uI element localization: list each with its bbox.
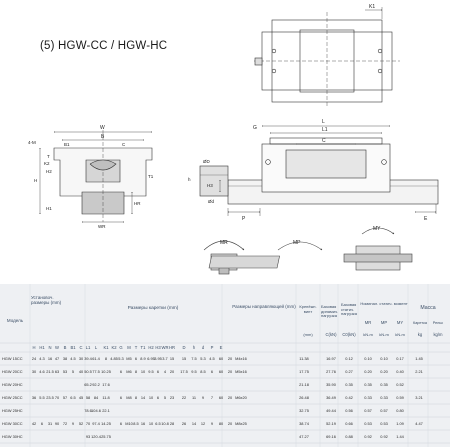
table-cell: 8.5 (133, 420, 139, 426)
dim-h1: H1 (46, 206, 52, 211)
table-cell: 5.3 (200, 355, 206, 361)
dim-g: G (253, 125, 257, 131)
table-cell: 0.35 (345, 381, 353, 387)
table-cell: 0.88 (345, 433, 353, 439)
table-cell: 17.6 (102, 381, 110, 387)
table-cell: 2.21 (415, 368, 423, 374)
k1-label: K1 (369, 4, 376, 10)
table-cell: 7.5 (191, 355, 197, 361)
header-rail: Размеры направляющей (mm) (232, 304, 296, 309)
table-cell: 8.5 (200, 368, 206, 374)
table-cell: 6 (119, 368, 123, 374)
table-cell: M6 (126, 368, 132, 374)
table-cell: 7 (210, 394, 214, 400)
model-cell: HGW 15CC (2, 355, 23, 361)
column-header: E (219, 345, 223, 350)
column-header: H1 (39, 345, 45, 350)
table-cell: 6 (156, 368, 160, 374)
table-cell: 53 (62, 368, 68, 374)
table-cell: 4 (163, 368, 167, 374)
table-cell: 4.85 (110, 355, 118, 361)
top-view (254, 7, 400, 108)
table-cell: 0.53 (364, 420, 372, 426)
table-cell: 14.25 (101, 420, 111, 426)
table-cell: 104.6 (91, 407, 101, 413)
header-dyn-unit: C(kN) (325, 332, 337, 337)
moment-mr-label: MR (220, 240, 228, 246)
dim-b1: B1 (64, 142, 70, 147)
table-cell: 80 (218, 420, 224, 426)
dim-w: W (100, 125, 105, 131)
dim-t1: T1 (148, 174, 154, 179)
table-cell: 26.48 (299, 394, 309, 400)
table-cell: 6 (210, 368, 214, 374)
table-cell: 28 (169, 420, 175, 426)
table-cell: 78.6 (84, 407, 92, 413)
table-cell: 0.42 (345, 394, 353, 400)
column-header: C (79, 345, 83, 350)
table-cell: 60 (218, 368, 224, 374)
dim-4m: 4-M (28, 140, 36, 145)
table-cell: 15 (181, 355, 187, 361)
table-cell: 40 (78, 368, 84, 374)
column-header: WR (161, 345, 169, 350)
table-cell: 9 (71, 420, 75, 426)
column-header: H3 (155, 345, 161, 350)
dim-od-small: Ød (208, 199, 215, 204)
table-cell: 1.44 (396, 433, 404, 439)
dim-c: C (122, 142, 126, 147)
table-cell: 0.52 (396, 381, 404, 387)
column-header: K2 (111, 345, 117, 350)
table-cell: 0.10 (380, 355, 388, 361)
table-cell: 0.59 (396, 394, 404, 400)
table-cell: M10 (125, 420, 133, 426)
table-cell: 70 (85, 420, 91, 426)
model-cell: HGW 25HC (2, 407, 23, 413)
column-header: N (48, 345, 52, 350)
table-cell: 36.49 (326, 394, 336, 400)
table-cell: 16 (140, 420, 146, 426)
moment-mp-label: MP (293, 240, 301, 246)
header-mass-rail: Рельс (432, 321, 444, 325)
table-cell: 10.8 (161, 420, 169, 426)
table-cell: 12 (200, 420, 206, 426)
table-cell: 0.57 (364, 407, 372, 413)
table-cell: M8 (126, 394, 132, 400)
table-cell: 31 (47, 420, 53, 426)
table-cell: 5.5 (39, 394, 45, 400)
column-header: P (210, 345, 214, 350)
table-cell: 72 (62, 420, 68, 426)
column-header: K1 (103, 345, 109, 350)
table-cell: 25.75 (101, 433, 111, 439)
table-cell: 0.80 (396, 407, 404, 413)
table-cell: 65.2 (84, 381, 92, 387)
table-cell: 0.40 (396, 368, 404, 374)
header-mass: Масса (420, 305, 436, 311)
column-header: B (63, 345, 67, 350)
column-header: D (182, 345, 186, 350)
table-cell: 60 (218, 394, 224, 400)
table-cell: 6 (119, 420, 123, 426)
moment-unit: kN-m (379, 332, 389, 337)
table-cell: 11.38 (299, 355, 309, 361)
table-cell: 30 (78, 355, 84, 361)
column-header: L (94, 345, 98, 350)
table-cell: 0.92 (380, 433, 388, 439)
column-header: T1 (140, 345, 146, 350)
table-cell: 1.09 (396, 420, 404, 426)
table-cell: 84 (93, 394, 99, 400)
column-header: B1 (70, 345, 76, 350)
table-cell: 4.3 (39, 355, 45, 361)
table-cell: 63 (54, 368, 60, 374)
table-cell: 47 (54, 355, 60, 361)
dim-h: H (34, 178, 38, 183)
table-cell: 5 (163, 394, 167, 400)
table-cell: 120.4 (91, 433, 101, 439)
table-cell: 24 (31, 355, 37, 361)
table-cell: 10 (148, 420, 154, 426)
table-cell: 10 (148, 394, 154, 400)
column-header: T (134, 345, 138, 350)
column-header: h (192, 345, 196, 350)
table-cell: 21.18 (299, 381, 309, 387)
table-cell: 36 (31, 394, 37, 400)
table-cell: 0.56 (345, 407, 353, 413)
header-bolt-unit: (mm) (303, 332, 313, 337)
moment-symbol: MY (396, 320, 404, 325)
table-cell: 60 (218, 355, 224, 361)
table-cell: 23 (169, 394, 175, 400)
table-cell: 20 (227, 368, 233, 374)
table-cell: 35.90 (326, 381, 336, 387)
table-cell: 8 (134, 394, 138, 400)
moment-symbol: MP (380, 320, 388, 325)
table-cell: M4x16 (235, 355, 247, 361)
table-cell: 5 (71, 368, 75, 374)
table-cell: 16.97 (326, 355, 336, 361)
table-cell: 22 (181, 394, 187, 400)
model-cell: HGW 25CC (2, 394, 23, 400)
header-mass-carriage: Каретка (412, 321, 428, 325)
table-cell: 6.5 (155, 420, 161, 426)
table-cell: 30 (31, 368, 37, 374)
table-cell: 0.20 (380, 368, 388, 374)
table-cell: M6x20 (235, 394, 247, 400)
table-cell: 14 (191, 420, 197, 426)
table-cell: 1.45 (415, 355, 423, 361)
table-cell: 93 (85, 433, 91, 439)
table-cell: 77.5 (92, 368, 100, 374)
table-cell: 26 (181, 420, 187, 426)
front-view (40, 130, 152, 222)
table-cell: 15 (169, 355, 175, 361)
side-view (200, 126, 438, 216)
table-cell: 0.33 (380, 394, 388, 400)
dim-l1: L1 (322, 127, 328, 133)
dim-hr: HR (134, 201, 141, 206)
table-cell: 49.44 (326, 407, 336, 413)
table-cell: 8 (104, 355, 108, 361)
header-mounting: Установоч. размеры (mm) (31, 295, 62, 306)
table-cell: 0.20 (364, 368, 372, 374)
table-cell: 38.74 (299, 420, 309, 426)
table-cell: 0.27 (345, 368, 353, 374)
column-header: G (119, 345, 123, 350)
table-cell: 4.6 (39, 368, 45, 374)
table-cell: 20 (227, 420, 233, 426)
table-cell: 20 (169, 368, 175, 374)
table-cell: 3.7 (162, 355, 168, 361)
column-header: d (201, 345, 205, 350)
dim-h2: H2 (46, 169, 52, 174)
table-cell: 50.5 (84, 368, 92, 374)
column-header: HR (168, 345, 176, 350)
header-moment: Номинал. статич. момент (360, 301, 408, 306)
dim-k2: K2 (44, 161, 50, 166)
table-cell: 61.4 (92, 355, 100, 361)
moment-my-label: MY (373, 226, 381, 232)
dim-b: B (101, 134, 105, 140)
model-cell: HGW 30HC (2, 433, 23, 439)
table-cell: 16 (47, 355, 53, 361)
column-header: M (127, 345, 131, 350)
table-cell: 4.47 (415, 420, 423, 426)
table-cell: 9 (210, 420, 214, 426)
table-cell: 3.21 (415, 394, 423, 400)
table-cell: M8x25 (235, 420, 247, 426)
table-cell: 9 (201, 394, 205, 400)
table-cell: 6.95 (147, 355, 155, 361)
table-cell: 6 (156, 394, 160, 400)
table-cell: 10.25 (101, 368, 111, 374)
header-carriage: Размеры каретки (mm) (127, 306, 179, 311)
table-cell: 42 (31, 420, 37, 426)
table-cell: 47.27 (299, 433, 309, 439)
table-cell: 58 (85, 394, 91, 400)
table-cell: 8.9 (140, 355, 146, 361)
table-cell: 9.5 (148, 368, 154, 374)
table-cell: 6 (134, 355, 138, 361)
table-cell: 38 (62, 355, 68, 361)
table-cell: 20 (227, 394, 233, 400)
table-cell: 9.5 (191, 368, 197, 374)
moment-icons (204, 228, 412, 274)
column-header: L1 (85, 345, 91, 350)
table-cell: M5 (126, 355, 132, 361)
model-cell: HGW 30CC (2, 420, 23, 426)
table-cell: 57 (62, 394, 68, 400)
table-cell: 0.53 (380, 420, 388, 426)
table-cell: 0.35 (364, 381, 372, 387)
table-cell: 0.35 (380, 381, 388, 387)
dim-c-side: C (322, 138, 326, 144)
table-cell: 23.5 (46, 394, 54, 400)
table-cell: 32.75 (299, 407, 309, 413)
moment-symbol: MR (364, 320, 372, 325)
table-cell: 17.5 (180, 368, 188, 374)
table-cell: 45 (78, 394, 84, 400)
table-cell: 6 (40, 420, 44, 426)
table-cell: 21.5 (46, 368, 54, 374)
section-title: (5) HGW-CC / HGW-HC (40, 40, 168, 52)
model-cell: HGW 20HC (2, 381, 23, 387)
table-cell: 90 (54, 420, 60, 426)
table-cell: 8 (134, 368, 138, 374)
header-bolt: Крепёжн. винт (299, 304, 317, 314)
table-cell: 52 (78, 420, 84, 426)
table-cell: 3.95 (154, 355, 162, 361)
column-header: H (32, 345, 36, 350)
table-cell: 92.2 (92, 381, 100, 387)
header-mass-kg: kg (417, 332, 423, 337)
table-cell: 5.3 (118, 355, 124, 361)
header-static-load: Базовая статич. нагрузка (341, 302, 357, 317)
moment-unit: kN-m (395, 332, 405, 337)
table-cell: 0.92 (364, 433, 372, 439)
table-cell: 0.33 (364, 394, 372, 400)
table-cell: 27.76 (326, 368, 336, 374)
header-dynamic-load: Базовая динамич. нагрузка (321, 304, 339, 319)
table-cell: 0.66 (345, 420, 353, 426)
table-cell: 14 (140, 394, 146, 400)
specification-table (0, 284, 450, 447)
dim-h-small: h (188, 177, 191, 182)
table-cell: 0.10 (364, 355, 372, 361)
table-cell: 4.5 (70, 355, 76, 361)
table-cell: M5x16 (235, 368, 247, 374)
table-cell: 6.5 (70, 394, 76, 400)
header-mass-kgm: kg/m (433, 332, 443, 337)
table-cell: 20 (227, 355, 233, 361)
table-cell: 17.75 (299, 368, 309, 374)
table-cell: 52.19 (326, 420, 336, 426)
dim-p: P (242, 216, 246, 222)
table-cell: 0.17 (396, 355, 404, 361)
table-cell: 10 (140, 368, 146, 374)
table-cell: 0.57 (380, 407, 388, 413)
header-stat-unit: C0(kN) (342, 332, 356, 337)
model-cell: HGW 20CC (2, 368, 23, 374)
column-header: H2 (148, 345, 154, 350)
moment-unit: kN-m (363, 332, 373, 337)
dim-e: E (424, 216, 428, 222)
dim-h3: H3 (207, 183, 213, 188)
table-cell: 97.4 (92, 420, 100, 426)
column-header: W (55, 345, 59, 350)
table-cell: 11 (191, 394, 197, 400)
table-cell: 70 (54, 394, 60, 400)
dim-od: ØD (203, 159, 210, 164)
table-cell: 39.4 (84, 355, 92, 361)
table-cell: 6 (119, 394, 123, 400)
dim-wr: WR (98, 224, 106, 229)
dim-t: T (47, 154, 50, 159)
dim-l: L (322, 119, 325, 125)
table-cell: 0.12 (345, 355, 353, 361)
table-cell: 11.8 (102, 394, 110, 400)
table-cell: 22.1 (102, 407, 110, 413)
table-cell: 69.16 (326, 433, 336, 439)
table-cell: 4.5 (209, 355, 215, 361)
header-model: Модель (6, 318, 24, 323)
